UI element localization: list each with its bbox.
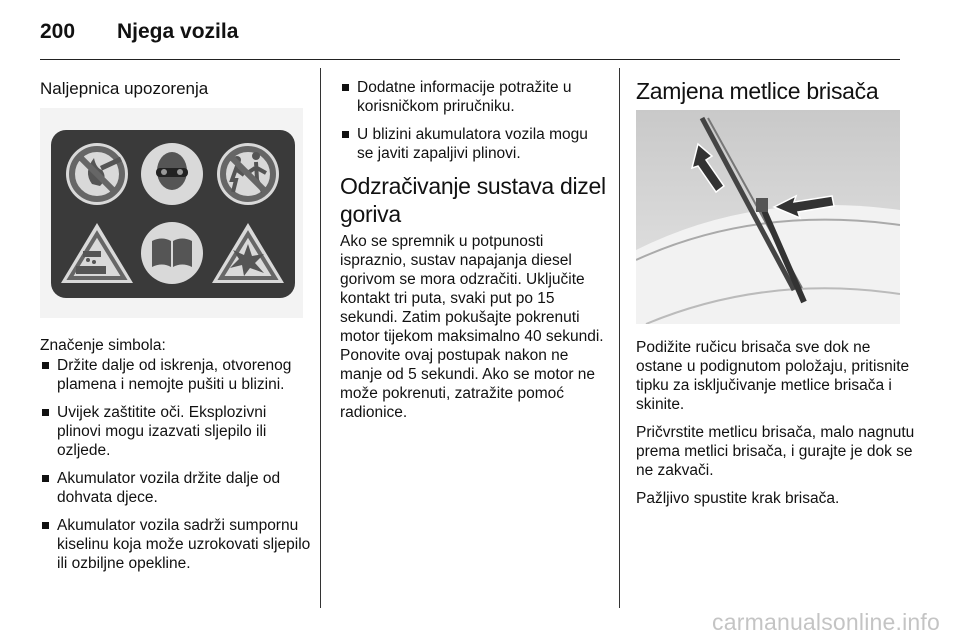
read-manual-icon <box>141 222 203 284</box>
diesel-bleeding-text: Ako se spremnik u potpunosti ispraznio, sustav napajanja diesel gorivom se mora odzračiti. Uključite kontakt tri puta, svaki put po 15 sekundi. Zatim pokušajte pokrenuti motor tijekom maksimalno 40 sekundi. Ponovite ovaj postupak nakon ne manje od 5 sekundi. Ako se motor ne može pokrenuti, zatražite pomoć radionice. <box>340 233 604 421</box>
paragraph: Pričvrstite metlicu brisača, malo nagnutu prema metlici brisača, i gurajte je dok se ne zakvači. <box>636 424 915 479</box>
section-title-diesel-bleeding: Odzračivanje sustava dizel goriva <box>340 173 606 227</box>
list-item: Akumulator vozila sadrži sumpornu kiselinu koja može uzrokovati sljepilo ili ozbiljne opekline. <box>40 516 312 573</box>
paragraph: Pažljivo spustite krak brisača. <box>636 490 840 507</box>
column-divider-2 <box>619 68 620 608</box>
symbol-meaning-intro: Značenje simbola: <box>40 337 166 354</box>
battery-info-list <box>340 78 602 172</box>
no-fire-icon <box>66 143 128 205</box>
paragraph: Podižite ručicu brisača sve dok ne ostane u podignutom položaju, pritisnite tipku za isključivanje metlice brisača i skinite. <box>636 339 910 413</box>
list-item: Držite dalje od iskrenja, otvorenog plamena i nemojte pušiti u blizini. <box>40 356 312 394</box>
chapter-title: Njega vozila <box>117 20 239 43</box>
section-title-wiper-replacement: Zamjena metlice brisača <box>636 78 879 104</box>
list-item: Uvijek zaštitite oči. Eksplozivni plinovi mogu izazvati sljepilo ili ozljede. <box>40 403 312 460</box>
watermark: carmanualsonline.info <box>712 609 940 635</box>
header-divider <box>40 59 900 60</box>
list-item: Dodatne informacije potražite u korisničkom priručniku. <box>340 78 602 116</box>
warning-label-figure <box>40 108 303 318</box>
wiper-instructions <box>636 338 916 517</box>
keep-children-away-icon <box>217 143 279 205</box>
list-item: Akumulator vozila držite dalje od dohvata djece. <box>40 469 312 507</box>
list-item: U blizini akumulatora vozila mogu se javiti zapaljivi plinovi. <box>340 125 602 163</box>
section-title-warning-label: Naljepnica upozorenja <box>40 79 209 98</box>
page-number: 200 <box>40 20 76 43</box>
symbol-meaning-list <box>40 356 312 582</box>
column-divider-1 <box>320 68 321 608</box>
wiper-figure <box>636 110 900 324</box>
eye-protection-icon <box>141 143 203 205</box>
